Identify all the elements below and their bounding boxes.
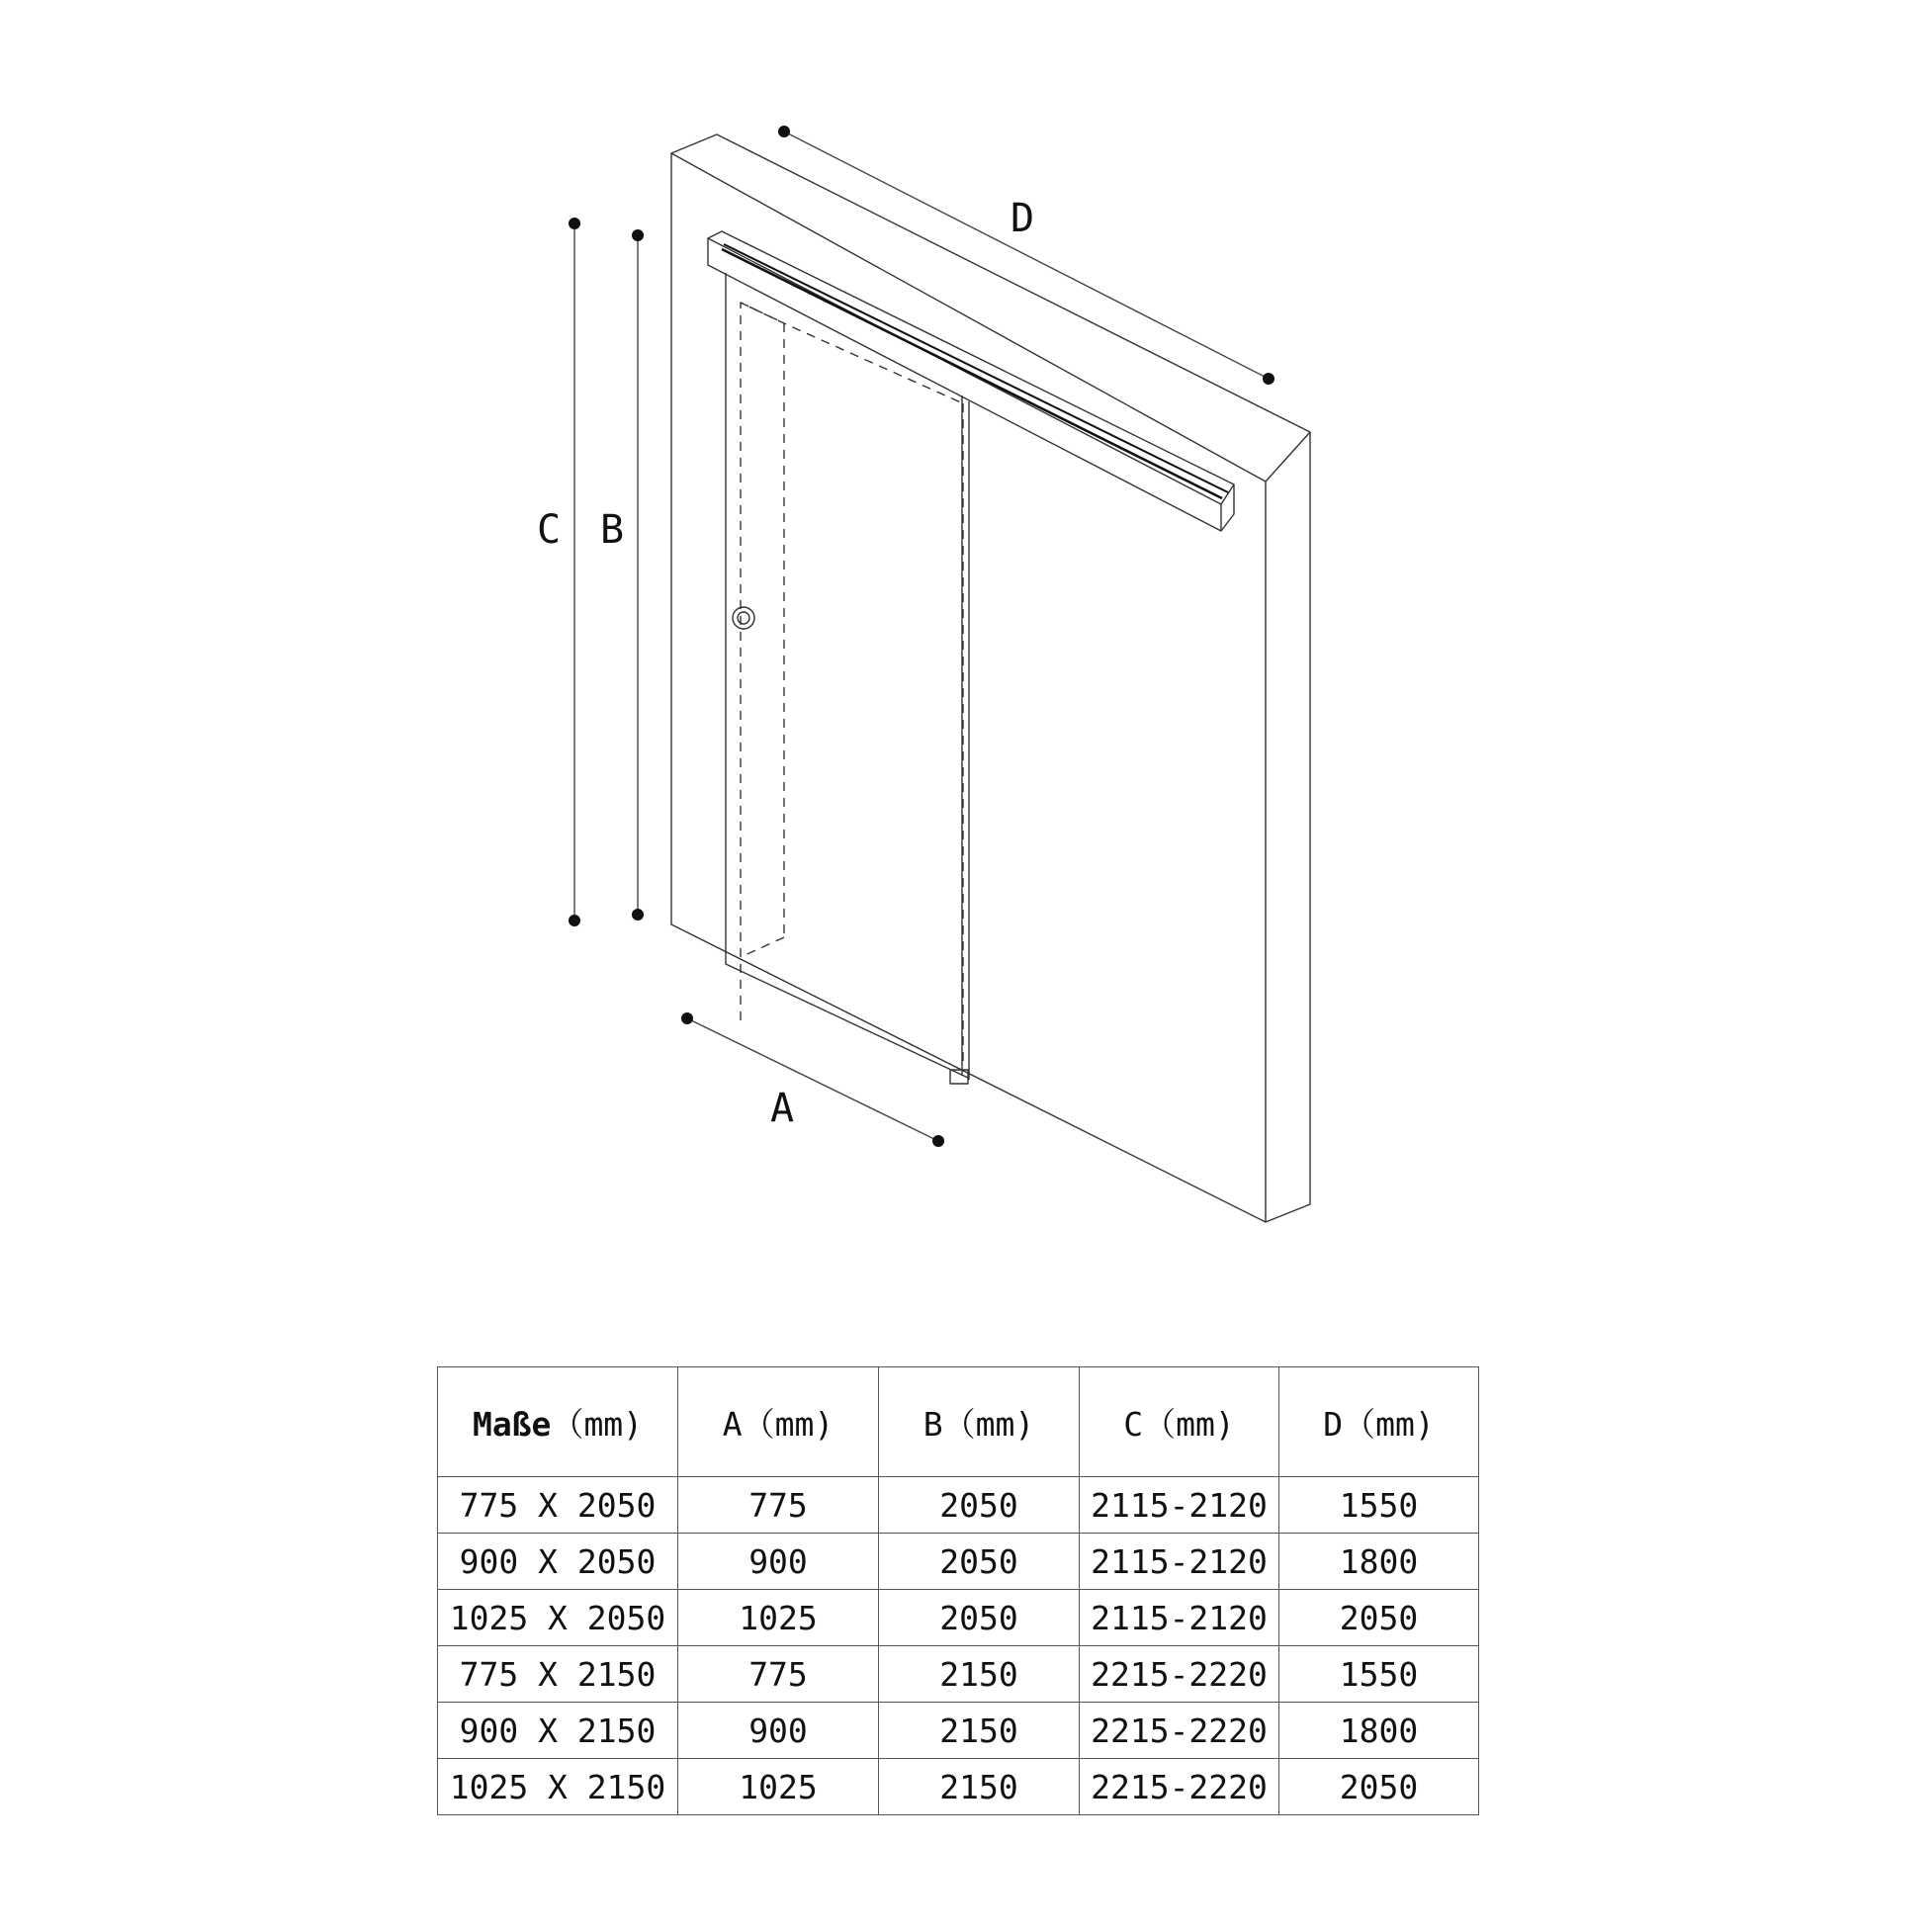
cell-size: 1025 X 2150 — [438, 1759, 678, 1815]
dim-label-a: A — [770, 1086, 795, 1131]
cell-b: 2150 — [879, 1703, 1080, 1759]
cell-c: 2215-2220 — [1080, 1703, 1279, 1759]
table-row — [438, 1590, 1479, 1646]
cell-a: 775 — [678, 1646, 879, 1703]
top-rail — [708, 231, 1234, 531]
cell-size: 1025 X 2050 — [438, 1590, 678, 1646]
cell-a: 900 — [678, 1534, 879, 1590]
dim-b-top-dot — [632, 229, 644, 241]
header-c: C（mm) — [1080, 1367, 1279, 1477]
door-handle — [733, 607, 754, 629]
cell-d: 1800 — [1279, 1534, 1479, 1590]
cell-a: 1025 — [678, 1759, 879, 1815]
door-hidden-outline — [741, 303, 963, 1066]
dim-d-end-dot — [1263, 373, 1274, 385]
dim-d-start-dot — [778, 126, 790, 137]
cell-size: 775 X 2050 — [438, 1477, 678, 1534]
cell-d: 1550 — [1279, 1477, 1479, 1534]
cell-b: 2150 — [879, 1759, 1080, 1815]
table-row — [438, 1534, 1479, 1590]
dim-a-start-dot — [681, 1012, 693, 1024]
dim-a-end-dot — [932, 1135, 944, 1147]
cell-c: 2215-2220 — [1080, 1759, 1279, 1815]
cell-c: 2215-2220 — [1080, 1646, 1279, 1703]
dim-c-top-dot — [569, 218, 580, 229]
header-a: A（mm) — [678, 1367, 879, 1477]
cell-b: 2150 — [879, 1646, 1080, 1703]
cell-a: 900 — [678, 1703, 879, 1759]
cell-c: 2115-2120 — [1080, 1534, 1279, 1590]
cell-c: 2115-2120 — [1080, 1590, 1279, 1646]
header-masse: Maße（mm) — [438, 1367, 678, 1477]
table-header-row — [438, 1367, 1479, 1477]
cell-d: 1550 — [1279, 1646, 1479, 1703]
cell-a: 775 — [678, 1477, 879, 1534]
cell-b: 2050 — [879, 1534, 1080, 1590]
cell-size: 775 X 2150 — [438, 1646, 678, 1703]
dimensions-table — [437, 1366, 1479, 1815]
dim-b-bottom-dot — [632, 909, 644, 921]
table-row — [438, 1759, 1479, 1815]
glass-door — [726, 273, 969, 1084]
cell-d: 2050 — [1279, 1590, 1479, 1646]
cell-size: 900 X 2150 — [438, 1703, 678, 1759]
dim-label-c: C — [537, 507, 562, 553]
cell-c: 2115-2120 — [1080, 1477, 1279, 1534]
cell-d: 2050 — [1279, 1759, 1479, 1815]
table-row — [438, 1477, 1479, 1534]
dimension-lines — [574, 132, 1269, 1141]
table-row — [438, 1703, 1479, 1759]
header-d: D（mm) — [1279, 1367, 1479, 1477]
dim-c-bottom-dot — [569, 915, 580, 926]
cell-d: 1800 — [1279, 1703, 1479, 1759]
table-row — [438, 1646, 1479, 1703]
cell-a: 1025 — [678, 1590, 879, 1646]
cell-b: 2050 — [879, 1477, 1080, 1534]
cell-size: 900 X 2050 — [438, 1534, 678, 1590]
dim-label-d: D — [1010, 196, 1035, 241]
wall-panel — [671, 134, 1310, 1222]
header-b: B（mm) — [879, 1367, 1080, 1477]
dim-label-b: B — [600, 507, 625, 553]
cell-b: 2050 — [879, 1590, 1080, 1646]
